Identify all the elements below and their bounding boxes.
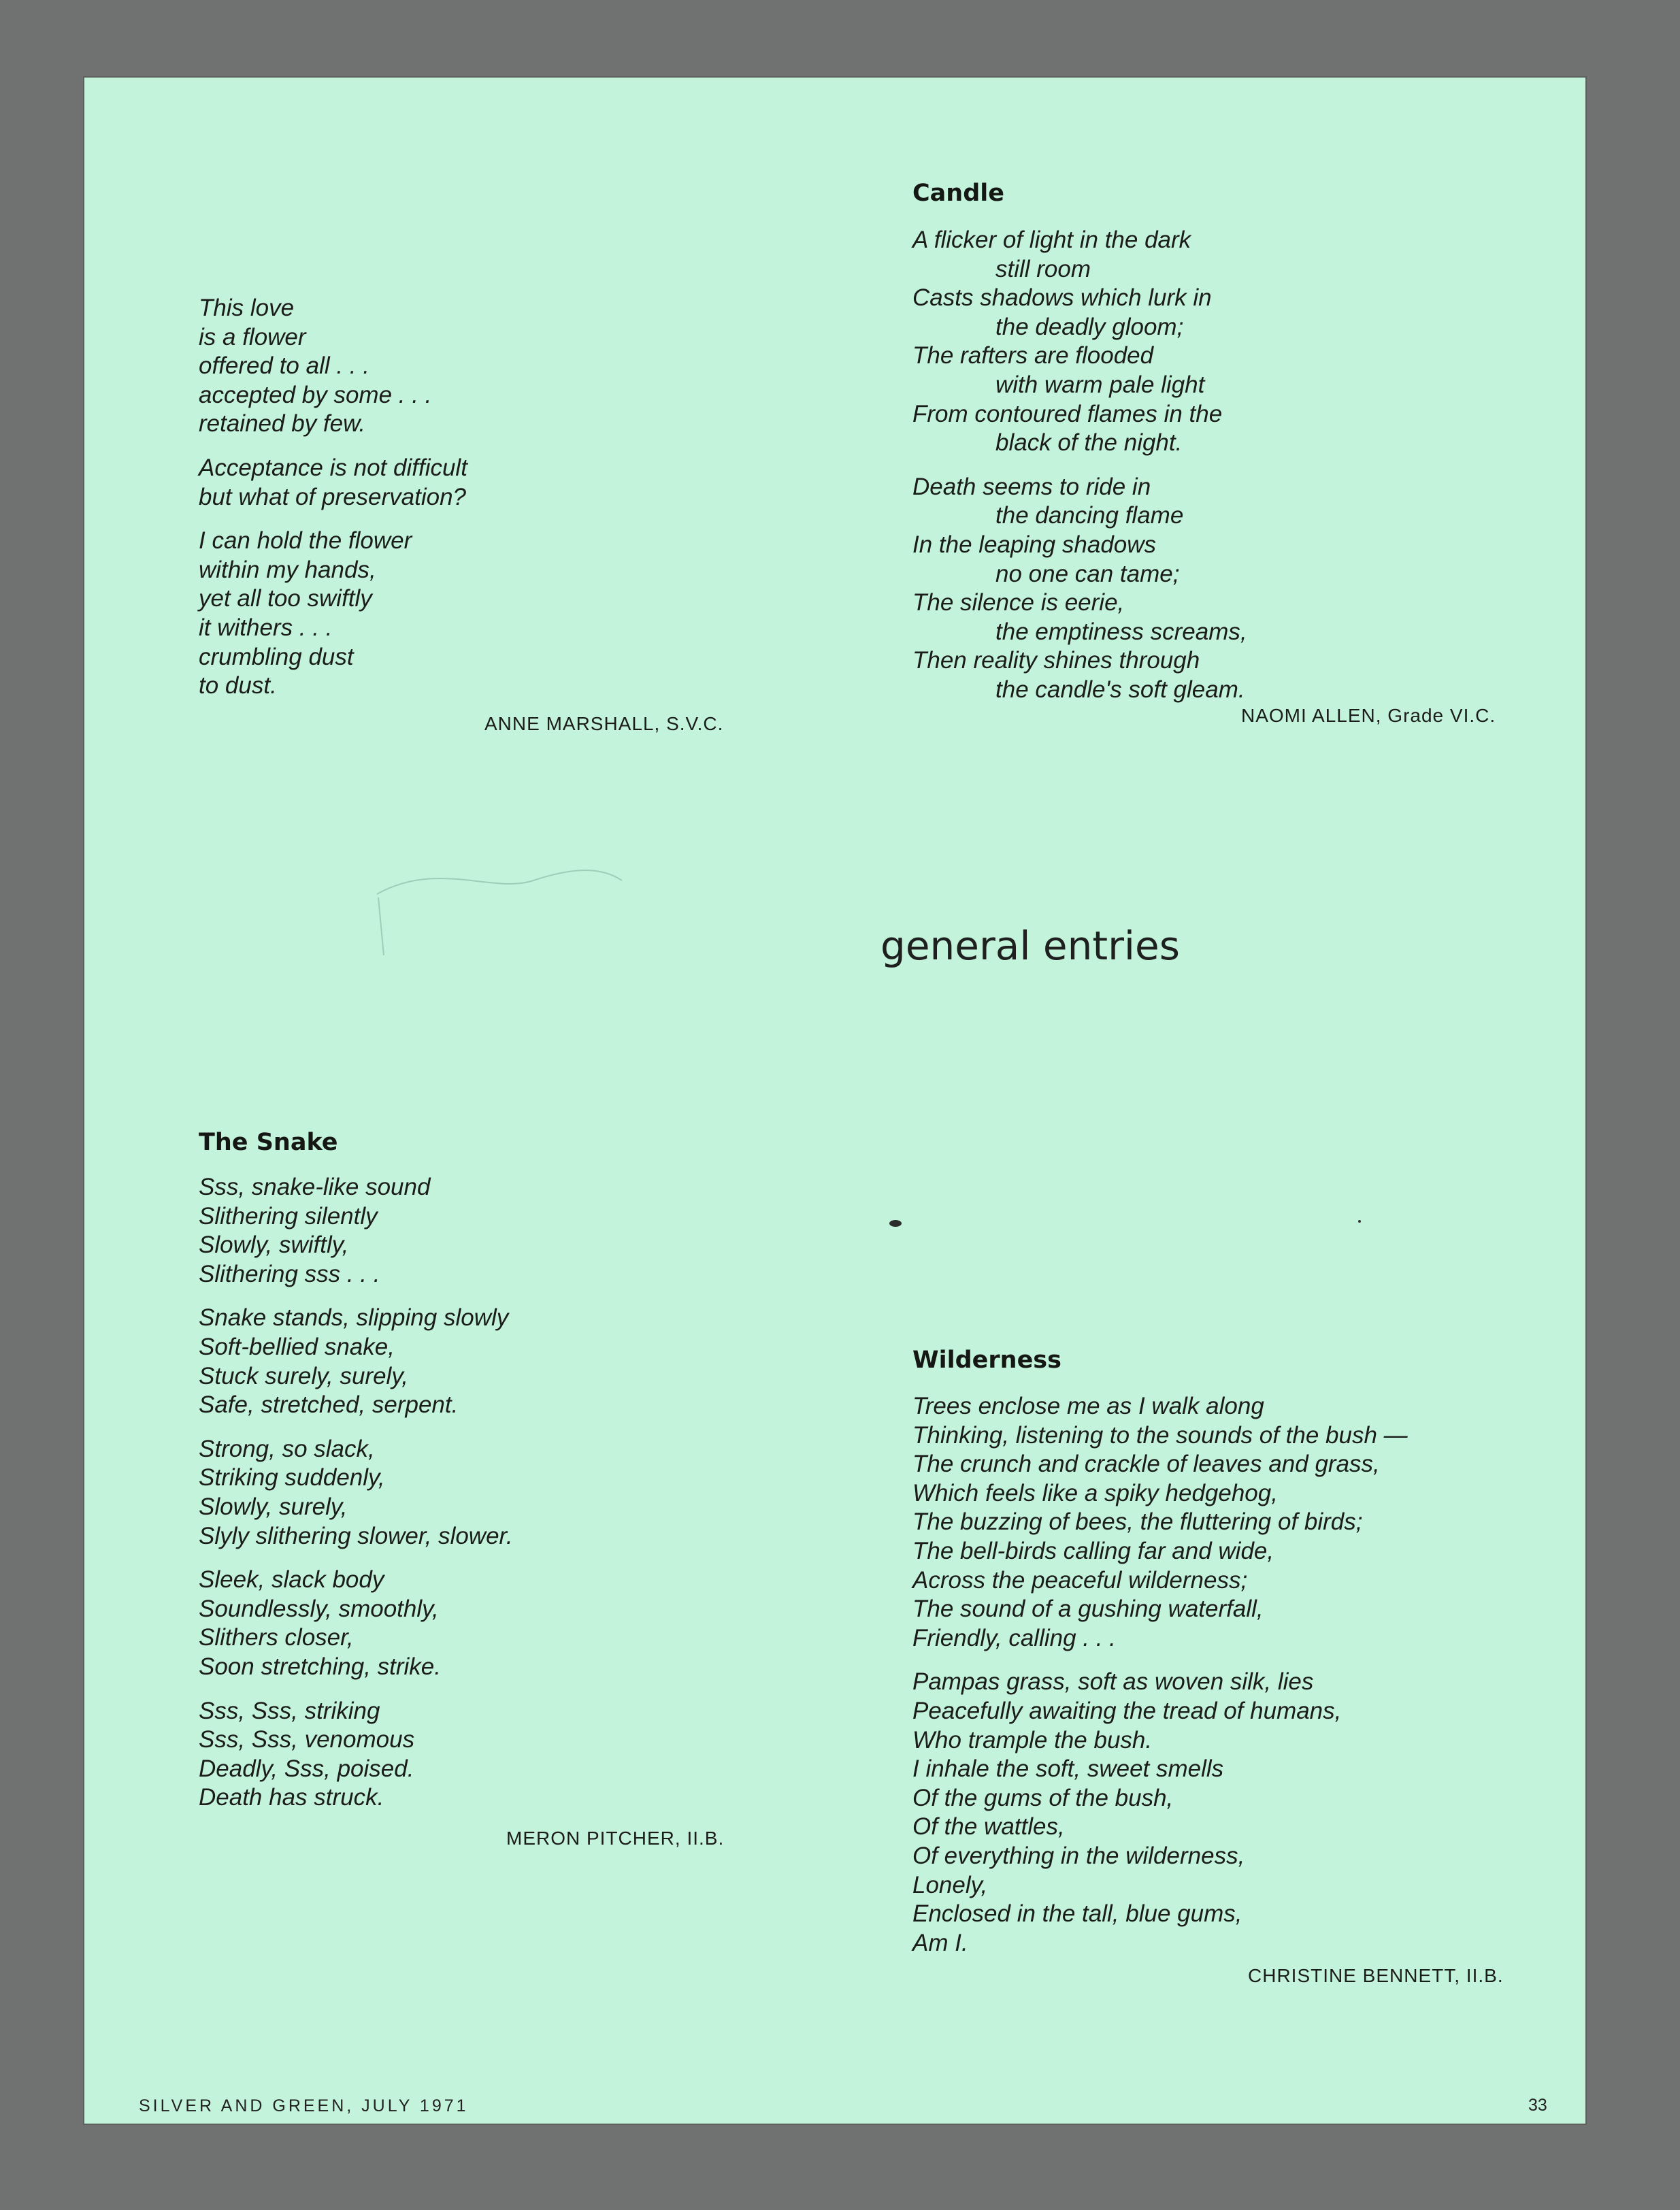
poem-line: Striking suddenly,	[199, 1464, 385, 1491]
poem-line: Snake stands, slipping slowly	[199, 1304, 509, 1332]
poem-line: Slithering silently	[199, 1202, 378, 1230]
poem-line: Of everything in the wilderness,	[912, 1842, 1245, 1869]
poem-line: Who trample the bush.	[912, 1726, 1153, 1753]
poem-line: retained by few.	[199, 410, 366, 438]
poem-line: Sleek, slack body	[199, 1566, 384, 1594]
poem-line: Deadly, Sss, poised.	[199, 1755, 414, 1782]
poem-line: Friendly, calling . . .	[912, 1624, 1116, 1651]
poem-line: offered to all . . .	[199, 352, 369, 380]
page-number: 33	[1528, 2096, 1547, 2115]
poem-line: From contoured flames in the	[912, 400, 1223, 427]
scan-scratch	[378, 897, 384, 955]
poem-line: Thinking, listening to the sounds of the bush —	[912, 1421, 1408, 1449]
poem-line: but what of preservation?	[199, 483, 467, 510]
section-heading: general entries	[880, 923, 1180, 969]
poem-line: Strong, so slack,	[199, 1435, 375, 1462]
poem-line: The silence is eerie,	[912, 589, 1125, 616]
poem-line: is a flower	[199, 323, 306, 350]
poem-line: Which feels like a spiky hedgehog,	[912, 1479, 1278, 1506]
poem-wilderness-title: Wilderness	[912, 1347, 1061, 1374]
poem-line: Sss, Sss, striking	[199, 1697, 380, 1724]
poem-line: Across the peaceful wilderness;	[912, 1566, 1248, 1594]
poem-candle-author: NAOMI ALLEN, Grade VI.C.	[1241, 705, 1496, 726]
poem-line: I can hold the flower	[199, 527, 412, 555]
poem-snake-title: The Snake	[199, 1129, 338, 1156]
poem-line: still room	[995, 255, 1091, 282]
poem-line: the candle's soft gleam.	[995, 676, 1245, 703]
poem-line: Acceptance is not difficult	[199, 454, 467, 481]
poem-line: black of the night.	[995, 429, 1183, 457]
scan-marks	[84, 78, 1585, 2124]
poem-wilderness-author: CHRISTINE BENNETT, II.B.	[1248, 1965, 1504, 1986]
poem-line: Trees enclose me as I walk along	[912, 1393, 1264, 1419]
poem-line: accepted by some . . .	[199, 381, 432, 408]
poem-line: Lonely,	[912, 1871, 988, 1898]
poem-line: crumbling dust	[199, 643, 354, 670]
poem-line: with warm pale light	[995, 371, 1205, 398]
poem-line: the deadly gloom;	[995, 313, 1184, 340]
poem-line: Slithering sss . . .	[199, 1260, 380, 1287]
poem-line: to dust.	[199, 672, 277, 699]
poem-line: Slyly slithering slower, slower.	[199, 1522, 513, 1549]
poem-line: Of the gums of the bush,	[912, 1784, 1174, 1811]
poem-line: Of the wattles,	[912, 1813, 1065, 1841]
poem-line: This love	[199, 295, 295, 321]
poem-line: The crunch and crackle of leaves and grass,	[912, 1451, 1380, 1478]
footer-publication: SILVER AND GREEN, JULY 1971	[139, 2096, 469, 2115]
poem-line: Soon stretching, strike.	[199, 1653, 441, 1680]
poem-line: Casts shadows which lurk in	[912, 284, 1212, 312]
poem-candle-title: Candle	[912, 180, 1005, 207]
poem-line: Slithers closer,	[199, 1624, 354, 1651]
poem-line: Soundlessly, smoothly,	[199, 1595, 439, 1622]
poem-line: Death seems to ride in	[912, 473, 1151, 500]
ink-speck	[889, 1220, 902, 1227]
poem-line: Sss, Sss, venomous	[199, 1726, 415, 1753]
poem-line: The rafters are flooded	[912, 342, 1154, 369]
ink-speck	[1358, 1220, 1361, 1223]
poem-line: A flicker of light in the dark	[912, 227, 1191, 253]
poem-line: Stuck surely, surely,	[199, 1362, 408, 1389]
poem-line: Sss, snake-like sound	[199, 1174, 431, 1200]
poem-line: Safe, stretched, serpent.	[199, 1391, 459, 1419]
poem-line: it withers . . .	[199, 614, 333, 641]
poem-line: the dancing flame	[995, 502, 1184, 529]
poem-line: Slowly, surely,	[199, 1493, 348, 1520]
poem-line: I inhale the soft, sweet smells	[912, 1755, 1224, 1783]
poem-line: Then reality shines through	[912, 647, 1200, 674]
poem-line: within my hands,	[199, 556, 376, 583]
poem-snake-author: MERON PITCHER, II.B.	[506, 1828, 725, 1849]
poem-line: The buzzing of bees, the fluttering of birds;	[912, 1508, 1363, 1536]
poem-line: The bell-birds calling far and wide,	[912, 1537, 1274, 1564]
poem-line: Enclosed in the tall, blue gums,	[912, 1900, 1242, 1928]
poem-line: the emptiness screams,	[995, 618, 1247, 645]
poem-line: Peacefully awaiting the tread of humans,	[912, 1697, 1342, 1724]
poem-line: In the leaping shadows	[912, 531, 1157, 558]
poem-line: yet all too swiftly	[199, 585, 372, 612]
scan-scratch	[377, 870, 622, 894]
poem-line: Pampas grass, soft as woven silk, lies	[912, 1668, 1314, 1696]
poem-line: Soft-bellied snake,	[199, 1333, 395, 1360]
poem-line: no one can tame;	[995, 560, 1180, 587]
poem-line: Am I.	[912, 1929, 968, 1956]
poem-line: The sound of a gushing waterfall,	[912, 1596, 1264, 1623]
poem-love-author: ANNE MARSHALL, S.V.C.	[484, 713, 724, 734]
magazine-page	[84, 78, 1585, 2124]
poem-line: Slowly, swiftly,	[199, 1232, 349, 1259]
poem-line: Death has struck.	[199, 1784, 384, 1811]
